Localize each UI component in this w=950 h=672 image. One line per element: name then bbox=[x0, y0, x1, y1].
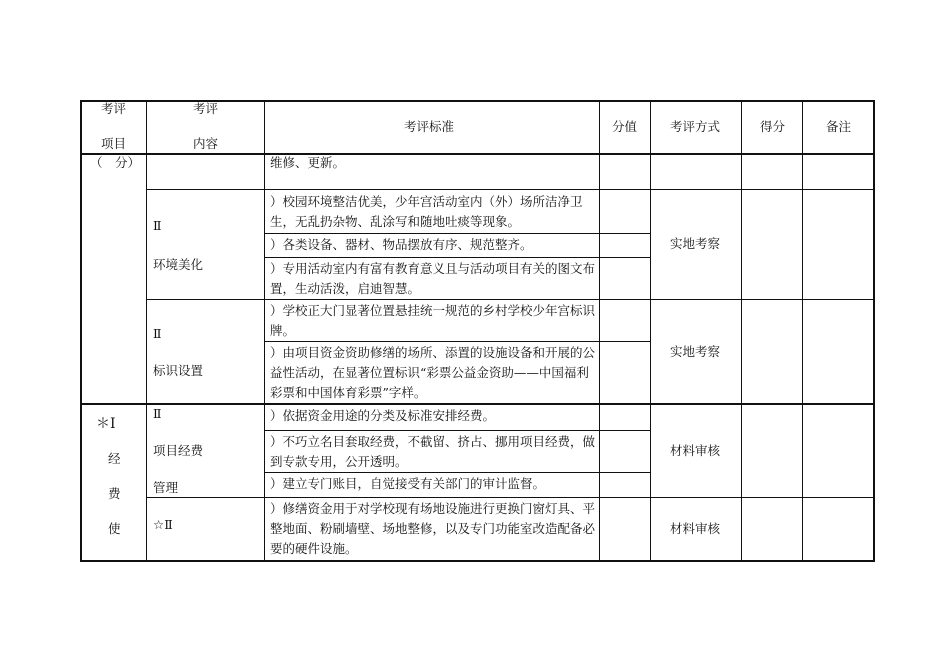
header-item-line1: 考评 bbox=[101, 101, 127, 116]
sign-method: 实地考察 bbox=[670, 344, 721, 359]
row-divider bbox=[264, 341, 650, 342]
row-divider bbox=[264, 233, 650, 234]
header-method: 考评方式 bbox=[670, 119, 721, 134]
env-standard-3: ）专用活动室内有富有教育意义且与活动项目有关的图文布置，生动活泼，启迪智慧。 bbox=[270, 261, 596, 296]
repair-method: 材料审核 bbox=[670, 521, 721, 536]
fund-code: Ⅱ bbox=[153, 406, 162, 421]
row-divider bbox=[146, 299, 875, 300]
header-standard: 考评标准 bbox=[404, 119, 455, 134]
fund-name-line1: 项目经费 bbox=[153, 443, 204, 458]
header-score: 分值 bbox=[612, 119, 638, 134]
table-border-right bbox=[873, 100, 875, 562]
sign-code: Ⅱ bbox=[153, 326, 162, 341]
col-divider bbox=[650, 100, 651, 562]
repair-code: ☆Ⅱ bbox=[153, 517, 173, 532]
col-divider bbox=[802, 100, 803, 562]
fund-item-char2: 费 bbox=[108, 486, 121, 501]
points-note: （ 分） bbox=[90, 155, 141, 170]
sign-standard-2: ）由项目资金资助修缮的场所、添置的设施设备和开展的公益性活动，在显著位置标识“彩票公益金资助——中国福利彩票和中国体育彩票”字样。 bbox=[270, 345, 596, 400]
fund-name-line2: 管理 bbox=[153, 480, 179, 495]
fund-item-char1: 经 bbox=[108, 451, 121, 466]
sign-name: 标识设置 bbox=[153, 363, 204, 378]
header-content-line1: 考评 bbox=[193, 101, 219, 116]
header-content-line2: 内容 bbox=[193, 136, 219, 151]
row-divider bbox=[146, 497, 875, 498]
env-standard-2: ）各类设备、器材、物品摆放有序、规范整齐。 bbox=[270, 237, 533, 252]
row-divider bbox=[80, 403, 875, 405]
row-divider bbox=[146, 189, 875, 190]
fund-item-char3: 使 bbox=[108, 521, 121, 536]
col-divider bbox=[599, 100, 600, 562]
row-divider bbox=[264, 257, 650, 258]
fund-standard-3: ）建立专门账目，自觉接受有关部门的审计监督。 bbox=[270, 476, 546, 491]
env-method: 实地考察 bbox=[670, 236, 721, 251]
fund-item-code: ＊Ⅰ bbox=[96, 416, 116, 432]
row-divider bbox=[264, 430, 650, 431]
col-divider bbox=[741, 100, 742, 562]
table-border-bottom bbox=[80, 560, 875, 562]
env-code: Ⅱ bbox=[153, 218, 162, 233]
table-border-left bbox=[80, 100, 82, 562]
header-item-line2: 项目 bbox=[101, 136, 127, 151]
header-remark: 备注 bbox=[826, 119, 852, 134]
fund-standard-2: ）不巧立名目套取经费，不截留、挤占、挪用项目经费，做到专款专用，公开透明。 bbox=[270, 434, 596, 469]
maintenance-text: 维修、更新。 bbox=[270, 155, 346, 170]
repair-standard-1: ）修缮资金用于对学校现有场地设施进行更换门窗灯具、平整地面、粉刷墙壁、场地整修，以及专门功能室改造配备必要的硬件设施。 bbox=[270, 501, 596, 556]
row-divider bbox=[264, 472, 650, 473]
fund-method: 材料审核 bbox=[670, 443, 721, 458]
col-divider bbox=[146, 100, 147, 562]
fund-standard-1: ）依据资金用途的分类及标准安排经费。 bbox=[270, 408, 496, 423]
env-standard-1: ）校园环境整洁优美，少年宫活动室内（外）场所洁净卫生，无乱扔杂物、乱涂写和随地吐痰等现象。 bbox=[270, 194, 583, 229]
env-name: 环境美化 bbox=[153, 257, 204, 272]
sign-standard-1: ）学校正大门显著位置悬挂统一规范的乡村学校少年宫标识牌。 bbox=[270, 303, 596, 338]
col-divider bbox=[264, 100, 265, 562]
header-got: 得分 bbox=[760, 119, 786, 134]
